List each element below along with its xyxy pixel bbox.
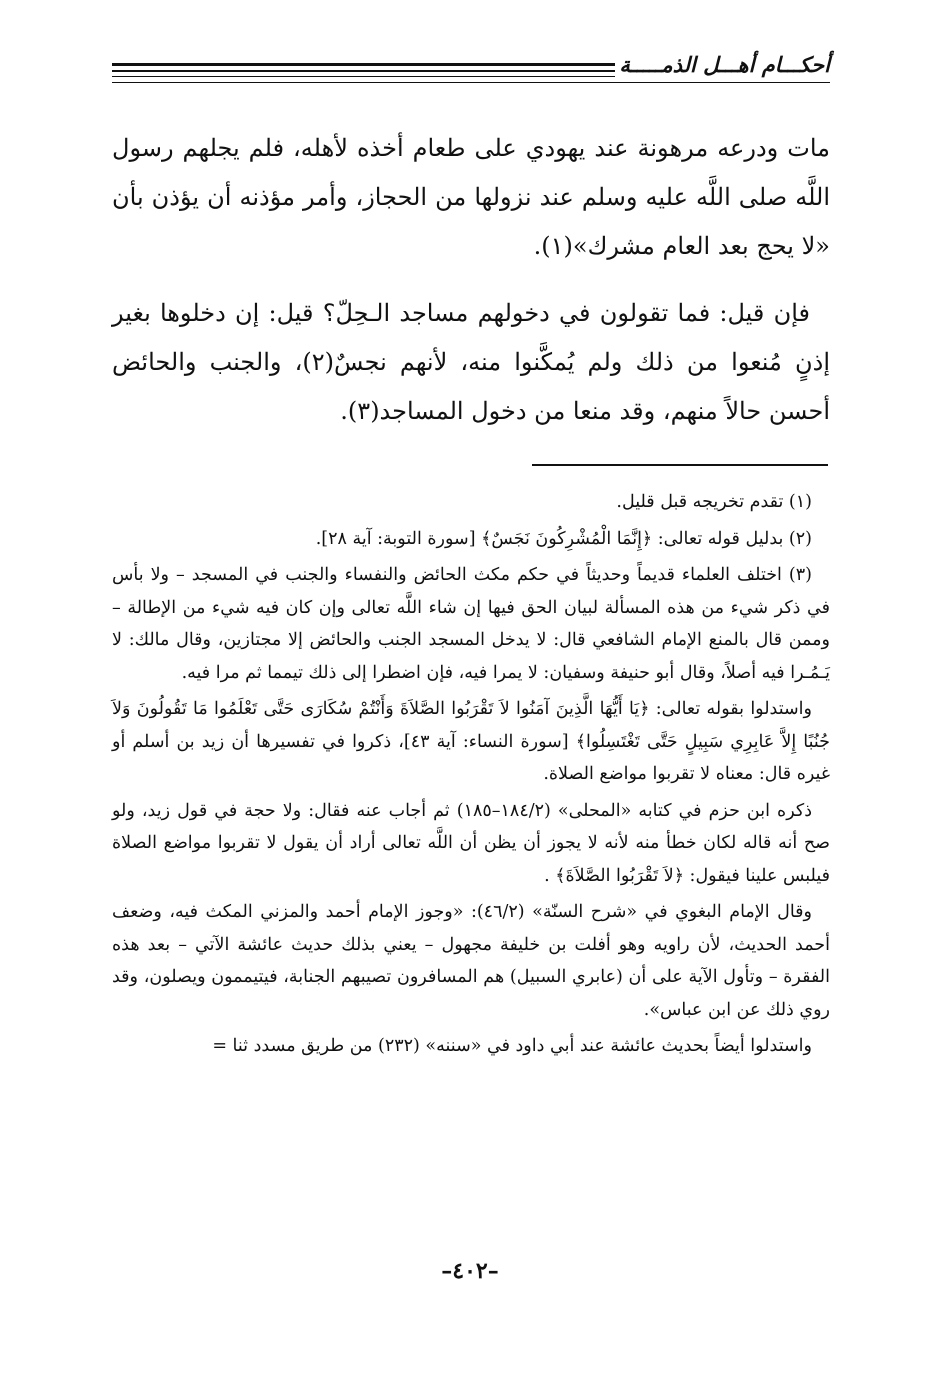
footnote-item: (٢) بدليل قوله تعالى: ﴿إِنَّمَا الْمُشْرِكُونَ نَجَسٌ﴾ [سورة التوبة: آية ٢٨]. bbox=[315, 528, 812, 549]
footnote-item: (٣) اختلف العلماء قديماً وحديثاً في حكم مكث الحائض والنفساء والجنب في المسجد – ولا بأس في ذكر شيء من هذه المسألة لبيان الحق فيها إن شاء اللَّه تعالى وإن كان فيه شيء من الإطالة – وممن قال بالمنع الإمام الشافعي قال: لا يدخل المسجد الجنب والحائض إلا مجتازين، وقال مالك: لا يَـمُـرا فيه أصلاً، وقال أبو حنيفة وسفيان: لا يمرا فيه، فإن اضطرا إلى ذلك تيمما ثم مرا فيه. bbox=[112, 565, 830, 683]
footnote-item: واستدلوا بقوله تعالى: ﴿يَا أَيُّهَا الَّذِينَ آمَنُوا لاَ تَقْرَبُوا الصَّلاَةَ وَأَنْتُمْ سُكَارَى حَتَّى تَعْلَمُوا مَا تَقُولُونَ وَلاَ جُنُبًا إِلاَّ عَابِرِي سَبِيلٍ حَتَّى تَغْتَسِلُوا﴾ [سورة النساء: آية ٤٣]، ذكروا في تفسيرها أن زيد بن أسلم أو غيره قال: معناه لا تقربوا مواضع الصلاة. bbox=[112, 699, 830, 784]
header-rule-thick bbox=[112, 63, 615, 66]
header-rule-thin bbox=[112, 76, 615, 77]
footnote-separator bbox=[532, 464, 828, 466]
running-header bbox=[112, 52, 830, 92]
footnote-item: واستدلوا أيضاً بحديث عائشة عند أبي داود في «سننه» (٢٣٢) من طريق مسدد ثنا = bbox=[212, 1036, 812, 1056]
main-paragraph: فإن قيل: فما تقولون في دخولهم مساجد الـحِلّ؟ قيل: إن دخلوها بغير إذنٍ مُنعوا من ذلك ولم يُمكَّنوا منه، لأنهم نجسٌ(٢)، والجنب والحائض أحسن حالاً منهم، وقد منعا من دخول المساجد(٣). bbox=[112, 299, 831, 425]
footnotes bbox=[112, 486, 830, 1067]
footnote-item: (١) تقدم تخريجه قبل قليل. bbox=[616, 492, 812, 512]
page-number: –٤٠٢– bbox=[441, 1258, 499, 1284]
header-underline bbox=[112, 82, 830, 83]
footnote-item: وقال الإمام البغوي في «شرح السنّة» (٤٦/٢): «وجوز الإمام أحمد والمزني المكث فيه، وضعف أحمد الحديث، لأن راويه وهو أفلت بن خليفة مجهول – يعني بذلك حديث عائشة الآتي – بعد هذه الفقرة – وتأول الآية على أن (عابري السبيل) هم المسافرون تصيبهم الجنابة، فيتيممون ويصلون، وقد روي ذلك عن ابن عباس». bbox=[112, 902, 830, 1020]
main-paragraph: مات ودرعه مرهونة عند يهودي على طعام أخذه لأهله، فلم يجلهم رسول اللَّه صلى اللَّه عليه وسلم عند نزولها من الحجاز، وأمر مؤذنه أن يؤذن بأن «لا يحج بعد العام مشرك»(١). bbox=[112, 134, 830, 260]
header-rule-medium bbox=[112, 70, 615, 72]
footnote-item: ذكره ابن حزم في كتابه «المحلى» (١٨٤/٢–١٨٥) ثم أجاب عنه فقال: ولا حجة في قول زيد، ولو صح أنه قاله لكان خطأ منه لأنه لا يجوز أن يظن أن اللَّه تعالى أراد أن يقول لا تقربوا مواضع الصلاة فيلبس علينا فيقول: ﴿لاَ تَقْرَبُوا الصَّلاَةَ﴾ . bbox=[112, 800, 830, 886]
running-header-title: أحكـــام أهـــل الذمـــــة bbox=[619, 53, 830, 77]
main-text bbox=[112, 124, 830, 454]
